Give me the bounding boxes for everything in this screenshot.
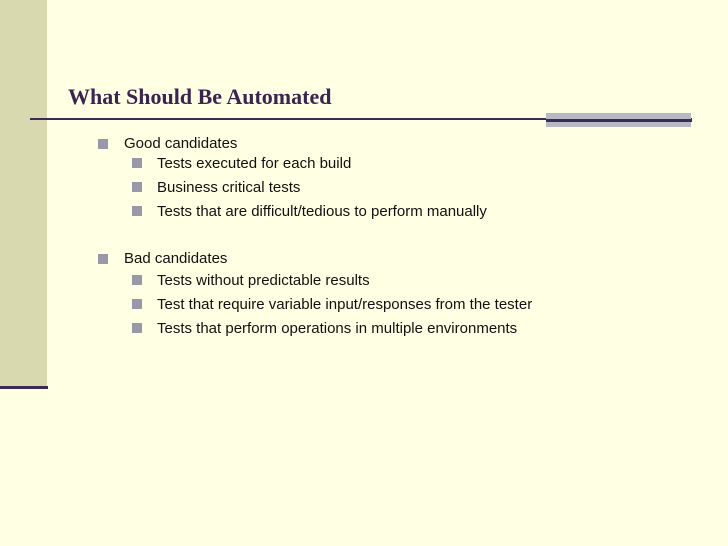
good-item-1: Tests executed for each build [157,155,352,172]
bullet-square-icon [98,139,108,149]
bullet-square-icon [132,323,142,333]
bad-item-1: Tests without predictable results [157,272,370,289]
good-item-3: Tests that are difficult/tedious to perform manually [157,203,487,220]
title-rule-accent-line [546,119,692,122]
good-item-2: Business critical tests [157,179,301,196]
bullet-square-icon [98,254,108,264]
bullet-square-icon [132,275,142,285]
left-decorative-band [0,0,47,386]
bullet-square-icon [132,299,142,309]
slide-title: What Should Be Automated [68,84,332,109]
bad-item-3: Tests that perform operations in multiple environments [157,320,518,337]
bullet-square-icon [132,182,142,192]
bad-item-2: Test that require variable input/responses from the tester [157,296,533,313]
bullet-square-icon [132,206,142,216]
left-band-edge [0,386,48,389]
good-candidates-label: Good candidates [124,135,238,152]
bullet-square-icon [132,158,142,168]
bad-candidates-label: Bad candidates [124,250,228,267]
